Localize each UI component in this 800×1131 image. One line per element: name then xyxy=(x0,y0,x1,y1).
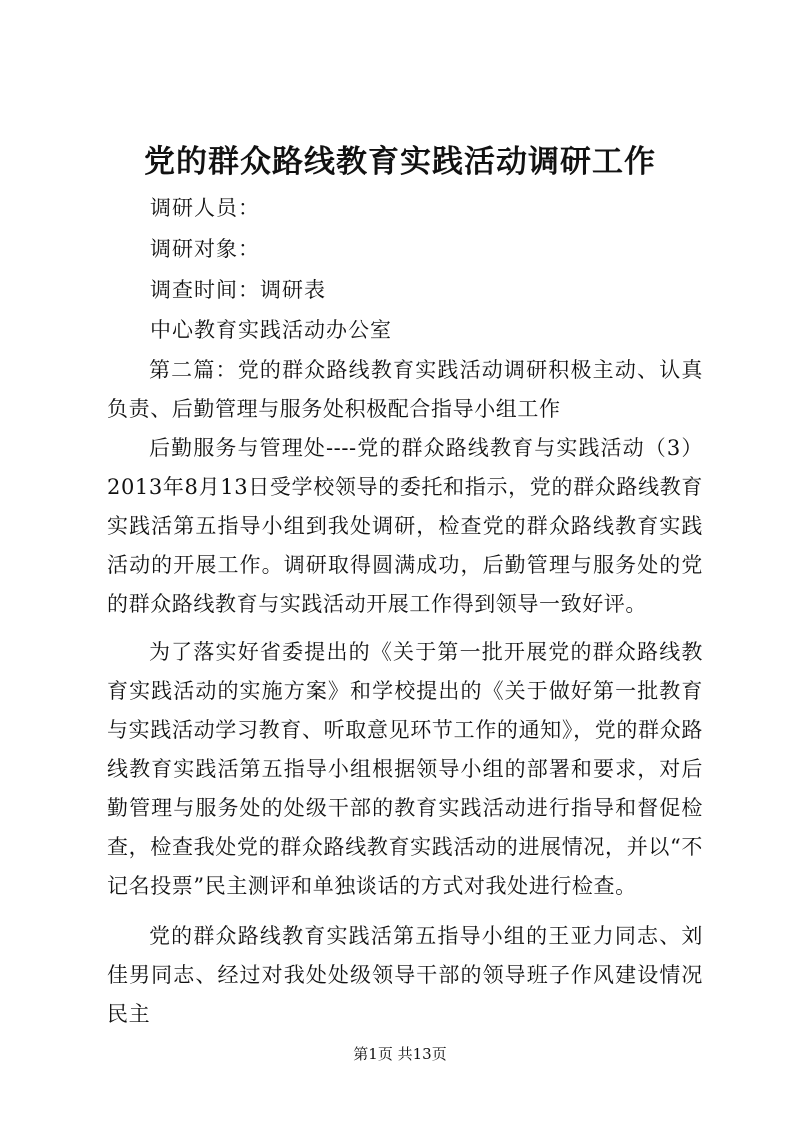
researchers-line: 调研人员： xyxy=(150,196,260,220)
subjects-line: 调研对象： xyxy=(150,237,260,261)
paragraph-guidance-group: 党的群众路线教育实践活第五指导小组的王亚力同志、刘佳男同志、经过对我处处级领导干部的领导班子作风建设情况民主 xyxy=(107,924,703,1026)
paragraph-implementation: 为了落实好省委提出的《关于第一批开展党的群众路线教育实践活动的实施方案》和学校提出的《关于做好第一批教育与实践活动学习教育、听取意见环节工作的通知》，党的群众路线教育实践活第五指导小组根据领导小组的部署和要求，对后勤管理与服务处的处级干部的教育实践活动进行指导和督促检查，检查我处党的群众路线教育实践活动的进展情况，并以“不记名投票”民主测评和单独谈话的方式对我处进行检查。 xyxy=(107,640,703,898)
office-line: 中心教育实践活动办公室 xyxy=(150,318,392,342)
page-number: 第1页 共13页 xyxy=(353,1045,447,1063)
paragraph-logistics-report: 后勤服务与管理处----党的群众路线教育与实践活动（3）2013年8月13日受学校领导的委托和指示，党的群众路线教育实践活第五指导小组到我处调研，检查党的群众路线教育实践活动的开展工作。调研取得圆满成功，后勤管理与服务处的党的群众路线教育与实践活动开展工作得到领导一致好评。 xyxy=(107,436,703,616)
time-line: 调查时间：调研表 xyxy=(150,278,326,302)
paragraph-second-article: 第二篇：党的群众路线教育实践活动调研积极主动、认真负责、后勤管理与服务处积极配合指导小组工作 xyxy=(107,358,703,421)
page-title: 党的群众路线教育实践活动调研工作 xyxy=(144,144,656,180)
